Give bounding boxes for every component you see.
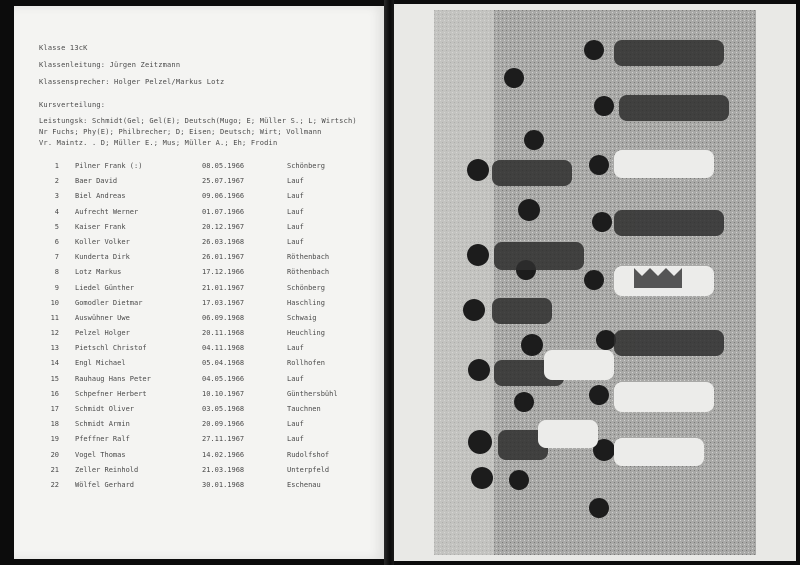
student-town: Schwaig [287, 313, 317, 322]
student-town: Röthenbach [287, 268, 330, 277]
student-number: 17 [50, 405, 59, 413]
student-birthdate: 26.03.1968 [202, 237, 245, 246]
student-town: Heuchling [287, 329, 325, 338]
courses-line: Nr Fuchs; Phy(E); Philbrecher; D; Eisen; Deutsch; Wirt; Vollmann [39, 128, 322, 136]
student-town: Röthenbach [287, 253, 330, 262]
student-name: Engl Michael [75, 359, 126, 368]
class-speakers: Klassensprecher: Holger Pelzel/Markus Lotz [39, 78, 225, 86]
student-row [39, 253, 379, 268]
student-birthdate: 01.07.1966 [202, 207, 245, 216]
student-row [39, 435, 379, 450]
student-name: Rauhaug Hans Peter [75, 374, 151, 383]
class-teacher: Klassenleitung: Jürgen Zeitzmann [39, 61, 181, 69]
student-name: Gomodler Dietmar [75, 298, 143, 307]
student-birthdate: 25.07.1967 [202, 177, 245, 186]
student-row [39, 223, 379, 238]
student-name: Lotz Markus [75, 268, 122, 277]
student-number: 18 [50, 420, 59, 429]
student-name: Pelzel Holger [75, 329, 130, 338]
student-birthdate: 08.05.1966 [202, 162, 245, 170]
student-number: 1 [54, 162, 59, 170]
student-number: 22 [50, 480, 59, 489]
student-number: 6 [54, 237, 59, 246]
student-town: Schönberg [287, 162, 325, 170]
student-name: Auswühner Uwe [75, 313, 130, 322]
student-row [39, 405, 379, 420]
student-name: Wölfel Gerhard [75, 480, 135, 489]
student-number: 20 [50, 450, 59, 459]
student-number: 3 [54, 192, 59, 201]
student-row [39, 177, 379, 192]
student-name: Biel Andreas [75, 192, 126, 201]
student-row [39, 359, 379, 374]
student-town: Lauf [287, 207, 304, 216]
student-name: Pietschl Christof [75, 344, 147, 353]
student-row [39, 192, 379, 207]
student-town: Haschling [287, 298, 325, 307]
student-town: Rollhofen [287, 359, 325, 368]
student-number: 16 [50, 389, 59, 398]
student-town: Lauf [287, 344, 304, 353]
student-birthdate: 21.01.1967 [202, 283, 245, 292]
student-row [39, 390, 379, 405]
student-birthdate: 27.11.1967 [202, 435, 245, 444]
student-town: Lauf [287, 177, 304, 186]
student-birthdate: 20.12.1967 [202, 222, 245, 231]
student-town: Unterpfeld [287, 465, 330, 474]
student-row [39, 314, 379, 329]
student-name: Pilner Frank (:) [75, 162, 143, 170]
student-birthdate: 05.04.1968 [202, 359, 245, 368]
student-number: 2 [54, 177, 59, 186]
student-town: Lauf [287, 435, 304, 444]
student-number: 10 [50, 298, 59, 307]
student-birthdate: 06.09.1968 [202, 313, 245, 322]
student-number: 8 [54, 268, 59, 277]
student-row [39, 375, 379, 390]
student-number: 21 [50, 465, 59, 474]
student-row [39, 238, 379, 253]
student-row [39, 451, 379, 466]
student-number: 11 [50, 313, 59, 322]
student-row [39, 466, 379, 481]
student-birthdate: 04.05.1966 [202, 374, 245, 383]
student-name: Liedel Günther [75, 283, 135, 292]
class-title: Klasse 13cK [39, 44, 88, 52]
student-row [39, 481, 379, 496]
student-town: Tauchnen [287, 405, 321, 413]
student-name: Vogel Thomas [75, 450, 126, 459]
courses-line: Leistungsk: Schmidt(Gel; Gel(E); Deutsch(Mugo; E; Müller S.; L; Wirtsch) [39, 117, 357, 125]
student-row [39, 329, 379, 344]
student-birthdate: 21.03.1968 [202, 465, 245, 474]
student-number: 7 [54, 253, 59, 262]
student-town: Lauf [287, 237, 304, 246]
student-name: Baer David [75, 177, 118, 186]
student-town: Lauf [287, 192, 304, 201]
student-birthdate: 04.11.1968 [202, 344, 245, 353]
student-name: Kunderta Dirk [75, 253, 130, 262]
student-number: 13 [50, 344, 59, 353]
student-birthdate: 20.11.1968 [202, 329, 245, 338]
student-name: Schmidt Armin [75, 420, 130, 429]
student-name: Pfeffner Ralf [75, 435, 130, 444]
student-birthdate: 30.01.1968 [202, 480, 245, 489]
student-birthdate: 17.03.1967 [202, 298, 245, 307]
student-row [39, 268, 379, 283]
student-birthdate: 09.06.1966 [202, 192, 245, 201]
student-number: 15 [50, 374, 59, 383]
student-name: Koller Volker [75, 237, 130, 246]
student-row [39, 299, 379, 314]
student-row [39, 208, 379, 223]
student-name: Schmidt Oliver [75, 405, 135, 413]
student-town: Lauf [287, 420, 304, 429]
student-number: 9 [54, 283, 59, 292]
student-number: 14 [50, 359, 59, 368]
student-number: 4 [54, 207, 59, 216]
student-name: Kaiser Frank [75, 222, 126, 231]
class-photo-image [434, 10, 756, 555]
student-name: Aufrecht Werner [75, 207, 139, 216]
student-number: 19 [50, 435, 59, 444]
student-town: Lauf [287, 222, 304, 231]
student-birthdate: 10.10.1967 [202, 389, 245, 398]
student-town: Rudolfshof [287, 450, 330, 459]
student-town: Lauf [287, 374, 304, 383]
student-birthdate: 17.12.1966 [202, 268, 245, 277]
student-list [39, 162, 379, 496]
courses-heading: Kursverteilung: [39, 101, 106, 109]
student-number: 12 [50, 329, 59, 338]
book-gutter [384, 0, 394, 565]
courses-line: Vr. Maintz. . D; Müller E.; Mus; Müller A.; Eh; Frodin [39, 139, 278, 147]
student-town: Eschenau [287, 480, 321, 489]
student-row [39, 284, 379, 299]
student-town: Schönberg [287, 283, 325, 292]
student-name: Zeller Reinhold [75, 465, 139, 474]
student-birthdate: 03.05.1968 [202, 405, 245, 413]
student-number: 5 [54, 222, 59, 231]
student-row [39, 162, 379, 177]
student-name: Schpefner Herbert [75, 389, 147, 398]
student-row [39, 344, 379, 359]
student-birthdate: 14.02.1966 [202, 450, 245, 459]
student-birthdate: 26.01.1967 [202, 253, 245, 262]
student-town: Günthersbühl [287, 389, 338, 398]
student-birthdate: 20.09.1966 [202, 420, 245, 429]
student-row [39, 420, 379, 435]
